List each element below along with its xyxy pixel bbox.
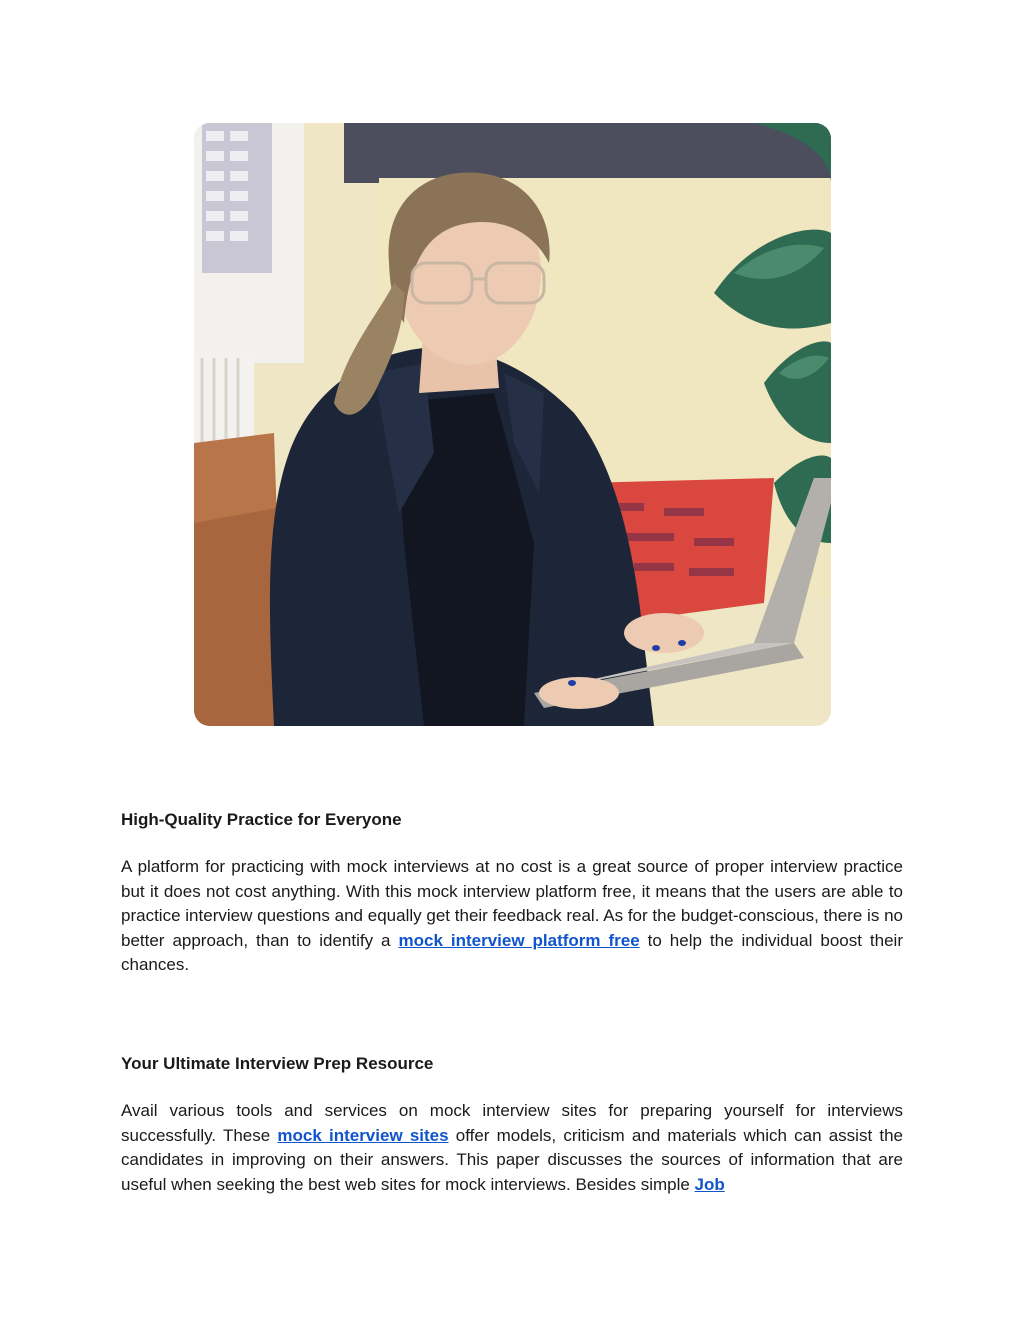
paragraph-text: offer models, criticism and materials which can assist the candidates in improving on their answers. This paper discusses the sources of information that are useful when seeking the best web sites for mock interviews. Besides simple: [121, 1125, 903, 1194]
hero-photo: [194, 123, 831, 726]
section-heading: High-Quality Practice for Everyone: [121, 810, 402, 829]
job-link[interactable]: Job: [694, 1174, 725, 1194]
paragraph-text: Avail various tools and services on mock interview sites for preparing yourself for interviews successfully. These: [121, 1101, 903, 1145]
paragraph-text: to help the individual boost their chances.: [121, 930, 903, 974]
mock-interview-sites-link[interactable]: mock interview sites: [277, 1125, 449, 1145]
section-paragraph: [121, 855, 903, 978]
mock-interview-platform-free-link[interactable]: mock interview platform free: [398, 930, 640, 950]
paragraph-text: A platform for practicing with mock interviews at no cost is a great source of proper interview practice but it does not cost anything. With this mock interview platform free, it means that the users are able to practice interview questions and equally get their feedback real. As for the budget-conscious, there is no better approach, than to identify a: [121, 857, 903, 950]
section-paragraph: [121, 1099, 903, 1197]
section-heading: Your Ultimate Interview Prep Resource: [121, 1054, 434, 1073]
